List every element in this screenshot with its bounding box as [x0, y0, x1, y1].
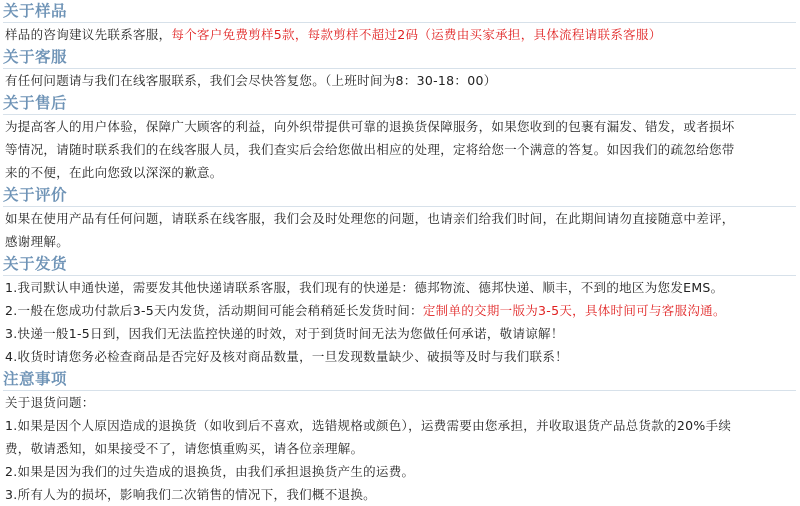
after-sales-line-3: 来的不便，在此向您致以深深的歉意。: [5, 165, 223, 180]
after-sales-line-1: 为提高客人的用户体验，保障广大顾客的利益，向外织带提供可靠的退换货保障服务，如果您收到的包裹有漏发、错发，或者损坏: [5, 119, 735, 134]
samples-text: [3, 23, 800, 46]
after-sales-title: 关于售后: [3, 92, 796, 115]
notes-title: 注意事项: [3, 368, 796, 391]
samples-text-red: 每个客户免费剪样5款，每款剪样不超过2码（运费由买家承担，具体流程请联系客服）: [171, 27, 662, 42]
notes-item-1-line-1: 1.如果是因个人原因造成的退换货（如收到后不喜欢，选错规格或颜色），运费需要由您承担，并收取退货产品总货款的20%手续: [5, 418, 732, 433]
review-title: 关于评价: [3, 184, 796, 207]
review-line-2: 感谢理解。: [5, 234, 70, 249]
samples-title: 关于样品: [3, 0, 796, 23]
notes-item-3: 3.所有人为的损坏，影响我们二次销售的情况下，我们概不退换。: [5, 487, 376, 502]
service-title: 关于客服: [3, 46, 796, 69]
shipping-item-2: [3, 299, 800, 322]
samples-text-normal: 样品的咨询建议先联系客服，: [5, 27, 172, 42]
shipping-item-3: 3.快递一般1-5日到，因我们无法监控快递的时效，对于到货时间无法为您做任何承诺，敬请谅解！: [5, 326, 564, 341]
shipping-title: 关于发货: [3, 253, 796, 276]
review-line-1: 如果在使用产品有任何问题，请联系在线客服，我们会及时处理您的问题，也请亲们给我们时间，在此期间请勿直接随意中差评，: [5, 211, 735, 226]
notes-item-1-line-2: 费，敬请悉知，如果接受不了，请您慎重购买，请各位亲理解。: [5, 441, 364, 456]
notes-item-2: 2.如果是因为我们的过失造成的退换货，由我们承担退换货产生的运费。: [5, 464, 415, 479]
shipping-item-2-normal: 2.一般在您成功付款后3-5天内发货，活动期间可能会稍稍延长发货时间：: [5, 303, 423, 318]
service-text: 有任何问题请与我们在线客服联系，我们会尽快答复您。（上班时间为8：30-18：00）: [5, 73, 497, 88]
shipping-item-2-red: 定制单的交期一版为3-5天，具体时间可与客服沟通。: [422, 303, 726, 318]
notes-intro: 关于退货问题：: [5, 395, 95, 410]
after-sales-line-2: 等情况，请随时联系我们的在线客服人员，我们查实后会给您做出相应的处理，定将给您一个满意的答复。如因我们的疏忽给您带: [5, 142, 735, 157]
shipping-item-4: 4.收货时请您务必检查商品是否完好及核对商品数量，一旦发现数量缺少、破损等及时与我们联系！: [5, 349, 568, 364]
shipping-item-1: 1.我司默认申通快递，需要发其他快递请联系客服，我们现有的快递是：德邦物流、德邦快递、顺丰，不到的地区为您发EMS。: [5, 280, 724, 295]
